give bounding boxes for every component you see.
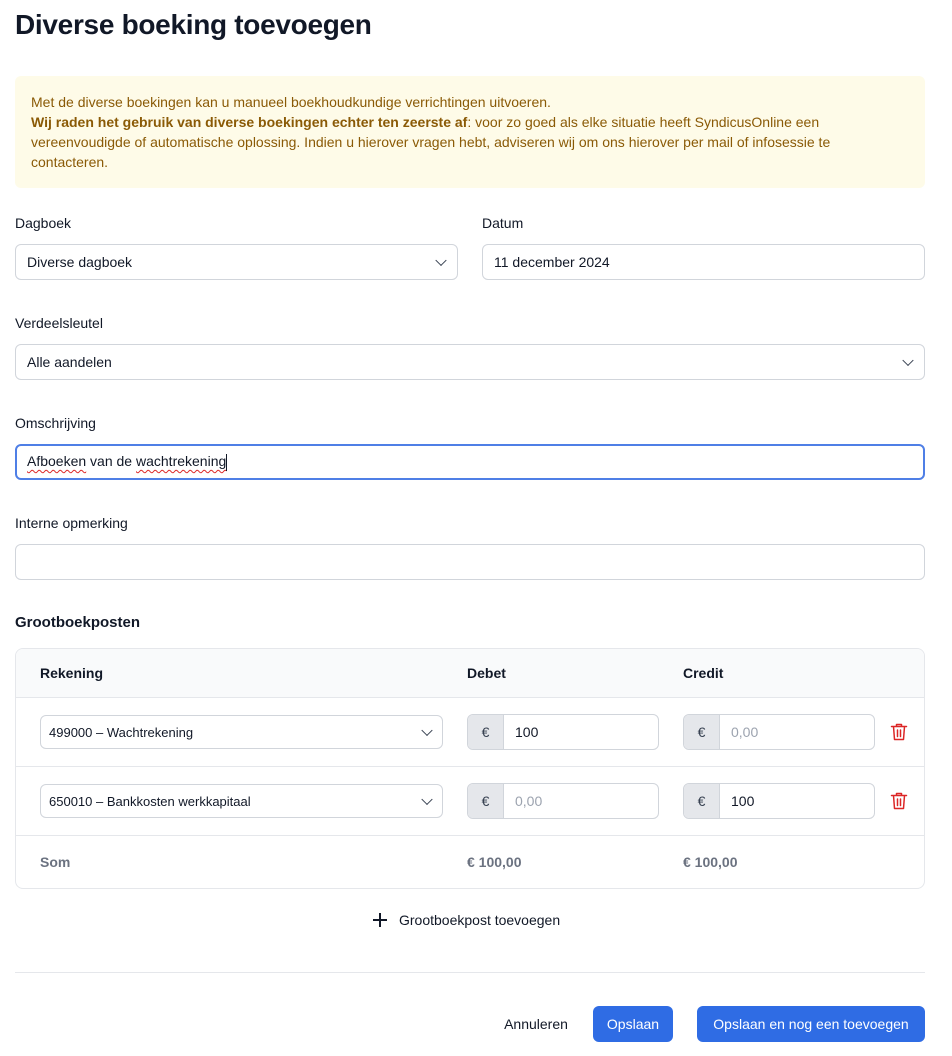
- header-credit: Credit: [683, 665, 724, 681]
- omschrijving-label: Omschrijving: [15, 415, 96, 431]
- chevron-down-icon: [421, 794, 432, 805]
- trash-icon[interactable]: [890, 791, 908, 811]
- datum-input[interactable]: [482, 244, 925, 280]
- omschrijving-input[interactable]: [15, 444, 925, 480]
- credit-value: 100: [731, 793, 755, 809]
- credit-placeholder: 0,00: [731, 724, 759, 740]
- dagboek-value: Diverse dagboek: [27, 254, 133, 270]
- euro-addon: €: [468, 784, 504, 818]
- rekening-select[interactable]: [40, 784, 443, 818]
- plus-icon: [373, 913, 387, 927]
- page-title: Diverse boeking toevoegen: [15, 9, 372, 40]
- debet-input[interactable]: [467, 714, 659, 750]
- save-and-add-button[interactable]: Opslaan en nog een toevoegen: [697, 1006, 925, 1042]
- rekening-value: 499000 – Wachtrekening: [49, 724, 194, 740]
- save-button[interactable]: Opslaan: [593, 1006, 673, 1042]
- interne-opmerking-input[interactable]: [15, 544, 925, 580]
- euro-addon: €: [468, 715, 504, 749]
- chevron-down-icon: [435, 255, 446, 266]
- datum-label: Datum: [482, 215, 524, 231]
- header-debet: Debet: [467, 665, 506, 681]
- alert-rest-text: : voor zo goed als elke situatie heeft SyndicusOnline een vereenvoudigde of automatische oplossing. Indien u hierover vragen hebt, adviseren wij om ons hierover per mail of infosessie te contacteren.: [31, 114, 831, 170]
- dagboek-label: Dagboek: [15, 215, 72, 231]
- header-rekening: Rekening: [40, 665, 104, 681]
- dagboek-select[interactable]: [15, 244, 458, 280]
- omschrijving-middle: van de: [86, 453, 136, 470]
- rekening-select[interactable]: [40, 715, 443, 749]
- sum-credit: € 100,00: [683, 854, 738, 870]
- sum-row: [16, 836, 924, 889]
- table-row: [16, 698, 924, 767]
- sum-label: Som: [40, 854, 71, 870]
- info-alert: [15, 76, 925, 188]
- grootboekposten-title: Grootboekposten: [15, 614, 141, 631]
- verdeelsleutel-value: Alle aandelen: [27, 354, 112, 370]
- euro-addon: €: [684, 715, 720, 749]
- alert-line-2: [31, 112, 909, 172]
- cancel-button[interactable]: Annuleren: [504, 1016, 568, 1032]
- chevron-down-icon: [902, 355, 913, 366]
- verdeelsleutel-label: Verdeelsleutel: [15, 315, 103, 331]
- divider: [15, 972, 925, 973]
- table-header: [16, 649, 924, 698]
- verdeelsleutel-select[interactable]: [15, 344, 925, 380]
- credit-input[interactable]: [683, 783, 875, 819]
- debet-input[interactable]: [467, 783, 659, 819]
- text-caret: [226, 454, 227, 471]
- interne-opmerking-label: Interne opmerking: [15, 515, 128, 531]
- credit-input[interactable]: [683, 714, 875, 750]
- omschrijving-word-1: Afboeken: [27, 453, 87, 470]
- datum-value: 11 december 2024: [494, 254, 610, 270]
- debet-value: 100: [515, 724, 539, 740]
- alert-line-1: Met de diverse boekingen kan u manueel boekhoudkundige verrichtingen uitvoeren.: [31, 94, 551, 110]
- alert-bold-text: Wij raden het gebruik van diverse boekingen echter ten zeerste af: [31, 114, 468, 130]
- ledger-table: [15, 648, 925, 889]
- rekening-value: 650010 – Bankkosten werkkapitaal: [49, 793, 251, 809]
- table-row: [16, 767, 924, 836]
- add-grootboekpost-button[interactable]: [373, 912, 560, 928]
- euro-addon: €: [684, 784, 720, 818]
- chevron-down-icon: [421, 725, 432, 736]
- trash-icon[interactable]: [890, 722, 908, 742]
- omschrijving-value: [27, 453, 227, 471]
- sum-debet: € 100,00: [467, 854, 522, 870]
- omschrijving-word-2: wachtrekening: [136, 453, 227, 470]
- debet-placeholder: 0,00: [515, 793, 543, 809]
- add-grootboekpost-label: Grootboekpost toevoegen: [399, 912, 561, 928]
